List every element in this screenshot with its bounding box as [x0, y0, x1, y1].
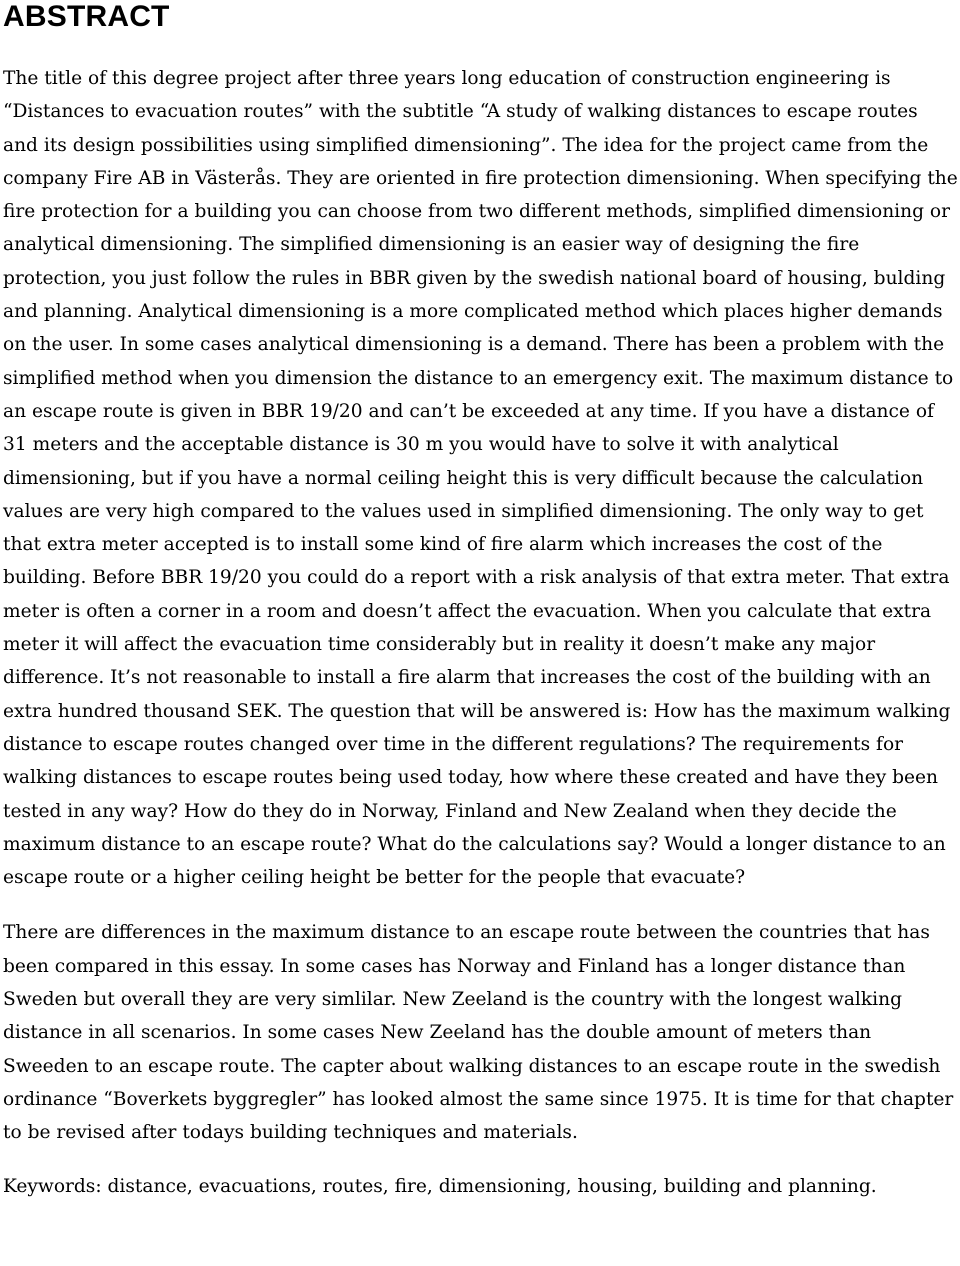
keywords-line: Keywords: distance, evacuations, routes, fire, dimensioning, housing, building and planning.: [3, 1175, 877, 1197]
abstract-paragraph-1: The title of this degree project after three years long education of construction engineering is “Distances to evacuation routes” with the subtitle “A study of walking distances to escape routes and its design possibilities using simplified dimensioning”. The idea for the project came from the company Fire AB in Västerås. They are oriented in fire protection dimensioning. When specifying the fire protection for a building you can choose from two different methods, simplified dimensioning or analytical dimensioning. The simplified dimensioning is an easier way of designing the fire protection, you just follow the rules in BBR given by the swedish national board of housing, bulding and planning. Analytical dimensioning is a more complicated method which places higher demands on the user. In some cases analytical dimensioning is a demand. There has been a problem with the simplified method when you dimension the distance to an emergency exit. The maximum distance to an escape route is given in BBR 19/20 and can’t be exceeded at any time. If you have a distance of 31 meters and the acceptable distance is 30 m you would have to solve it with analytical dimensioning, but if you have a normal ceiling height this is very difficult because the calculation values are very high compared to the values used in simplified dimensioning. The only way to get that extra meter accepted is to install some kind of fire alarm which increases the cost of the building. Before BBR 19/20 you could do a report with a risk analysis of that extra meter. That extra meter is often a corner in a room and doesn’t affect the evacuation. When you calculate that extra meter it will affect the evacuation time considerably but in reality it doesn’t make any major difference. It’s not reasonable to install a fire alarm that increases the cost of the building with an extra hundred thousand SEK. The question that will be answered is: How has the maximum walking distance to escape routes changed over time in the different regulations? The requirements for walking distances to escape routes being used today, how where these created and have they been tested in any way? How do they do in Norway, Finland and New Zealand when they decide the maximum distance to an escape route? What do the calculations say? Would a longer distance to an escape route or a higher ceiling height be better for the people that evacuate?: [3, 68, 958, 889]
document-page: [3, 0, 958, 1203]
abstract-heading: ABSTRACT: [3, 0, 170, 33]
abstract-paragraph-2: There are differences in the maximum distance to an escape route between the countries that has been compared in this essay. In some cases has Norway and Finland has a longer distance than Sweden but overall they are very simlilar. New Zeeland is the country with the longest walking distance in all scenarios. In some cases New Zeeland has the double amount of meters than Sweeden to an escape route. The capter about walking distances to an escape route in the swedish ordinance “Boverkets byggregler” has looked almost the same since 1975. It is time for that chapter to be revised after todays building techniques and materials.: [3, 922, 954, 1144]
